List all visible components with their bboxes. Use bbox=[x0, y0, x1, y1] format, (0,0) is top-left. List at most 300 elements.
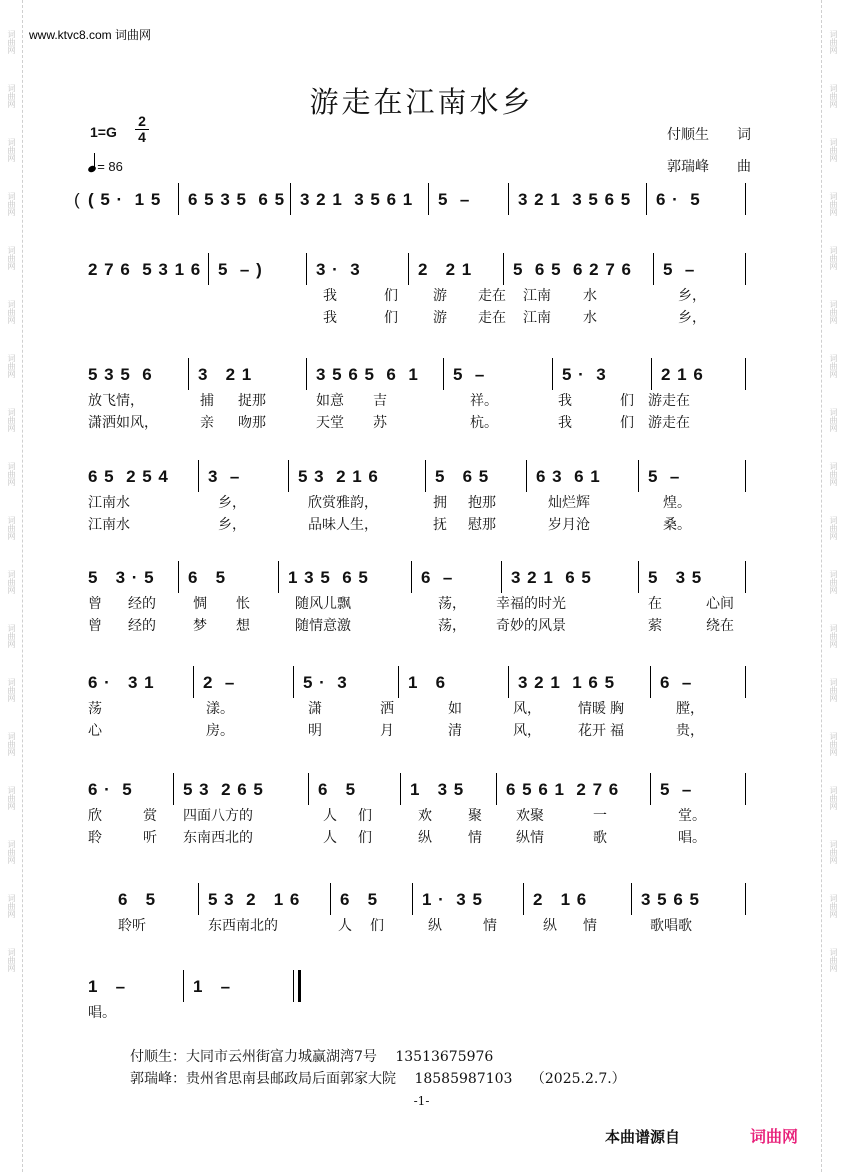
lyric-word: 幸福的时光 bbox=[496, 596, 566, 612]
lyric-word: 们 bbox=[358, 808, 372, 824]
barline bbox=[745, 773, 746, 805]
lyric-word: 们 bbox=[370, 918, 384, 934]
measure: 2 2 1 bbox=[418, 260, 473, 279]
measure: ( 5 · 1 5 bbox=[88, 190, 162, 209]
lyric-word: 走在 bbox=[478, 310, 506, 326]
measure: 5 – bbox=[663, 260, 696, 279]
watermark-text: 词曲网 bbox=[829, 408, 838, 432]
watermark-strip-left bbox=[0, 0, 23, 1172]
notes-row bbox=[88, 563, 755, 593]
barline bbox=[306, 358, 307, 390]
lyric-word: 捕 bbox=[200, 393, 214, 409]
notes-row bbox=[88, 885, 755, 915]
measure: 3 2 1 1 6 5 bbox=[518, 673, 616, 692]
lyric-word: 情暖 bbox=[578, 701, 606, 717]
lyric-word: 走在 bbox=[478, 288, 506, 304]
watermark-text: 词曲网 bbox=[829, 570, 838, 594]
barline bbox=[508, 183, 509, 215]
lyric-word: 拥 bbox=[433, 495, 447, 511]
lyric-word: 潇 bbox=[308, 701, 322, 717]
measure: 3 – bbox=[208, 467, 241, 486]
page-number: -1- bbox=[413, 1094, 430, 1108]
lyric-word: 纵 bbox=[418, 830, 432, 846]
measure: 1 3 5 6 5 bbox=[288, 568, 369, 587]
lyric-word: 房。 bbox=[206, 723, 234, 739]
measure: 2 1 6 bbox=[533, 890, 588, 909]
lyric-word: 捉那 bbox=[238, 393, 266, 409]
lyric-word: 吉 bbox=[373, 393, 387, 409]
lyric-word: 随情意激 bbox=[295, 618, 351, 634]
score-system bbox=[88, 775, 755, 849]
barline bbox=[745, 183, 746, 215]
lyric-word: 欢 bbox=[418, 808, 432, 824]
time-signature-top: 2 bbox=[138, 113, 146, 129]
lyric-line-2 bbox=[88, 514, 755, 536]
quarter-note-icon bbox=[87, 165, 97, 174]
lyric-word: 桑。 bbox=[663, 517, 691, 533]
score-system bbox=[88, 885, 755, 937]
lyric-word: 风， bbox=[513, 701, 541, 717]
watermark-text: 词曲网 bbox=[7, 570, 16, 594]
measure: 3 · 3 bbox=[316, 260, 361, 279]
lyric-word: 一 bbox=[593, 808, 607, 824]
lyric-word: 萦 bbox=[648, 618, 662, 634]
watermark-text: 词曲网 bbox=[829, 786, 838, 810]
lyric-word: 人 bbox=[338, 918, 352, 934]
lyric-line-1 bbox=[88, 285, 755, 307]
measure: 6 5 6 1 2 7 6 bbox=[506, 780, 620, 799]
measure: 5 3 2 1 6 bbox=[208, 890, 301, 909]
notes-row bbox=[88, 972, 755, 1002]
tempo-value: = 86 bbox=[97, 159, 123, 174]
barline bbox=[398, 666, 399, 698]
lyric-word: 唱。 bbox=[678, 830, 706, 846]
barline bbox=[745, 358, 746, 390]
lyric-word: 唱。 bbox=[88, 1005, 116, 1021]
measure: 5 6 5 6 2 7 6 bbox=[513, 260, 632, 279]
watermark-text: 词曲网 bbox=[829, 840, 838, 864]
barline bbox=[308, 773, 309, 805]
score-system bbox=[88, 668, 755, 742]
notes-row bbox=[88, 462, 755, 492]
measure: 5 – ) bbox=[218, 260, 263, 279]
barline bbox=[208, 253, 209, 285]
lyric-word: 曾 bbox=[88, 618, 102, 634]
barline bbox=[278, 561, 279, 593]
measure: 2 1 6 bbox=[661, 365, 704, 384]
watermark-text: 词曲网 bbox=[829, 300, 838, 324]
measure: 6 5 3 5 6 5 bbox=[188, 190, 286, 209]
watermark-text: 词曲网 bbox=[829, 678, 838, 702]
lyric-word: 纵情 bbox=[516, 830, 544, 846]
measure: 6 3 6 1 bbox=[536, 467, 601, 486]
measure: 5 – bbox=[438, 190, 471, 209]
lyric-word: 经的 bbox=[128, 596, 156, 612]
watermark-text: 词曲网 bbox=[7, 732, 16, 756]
measure: 6 · 5 bbox=[656, 190, 701, 209]
barline bbox=[188, 358, 189, 390]
lyric-line-2 bbox=[88, 720, 755, 742]
lyric-word: 抱那 bbox=[468, 495, 496, 511]
lyric-word: 奇妙的风景 bbox=[496, 618, 566, 634]
lyric-word: 岁月沧 bbox=[548, 517, 590, 533]
lyric-word: 乡， bbox=[678, 310, 706, 326]
watermark-text: 词曲网 bbox=[829, 894, 838, 918]
lyric-word: 欣赏雅韵， bbox=[308, 495, 378, 511]
watermark-text: 词曲网 bbox=[829, 138, 838, 162]
lyric-word: 贵， bbox=[676, 723, 704, 739]
lyric-word: 情 bbox=[583, 918, 597, 934]
barline bbox=[745, 561, 746, 593]
barline bbox=[745, 253, 746, 285]
lyric-word: 聆听 bbox=[118, 918, 146, 934]
barline bbox=[638, 561, 639, 593]
barline bbox=[178, 183, 179, 215]
watermark-text: 词曲网 bbox=[7, 30, 16, 54]
measure: 5 – bbox=[453, 365, 486, 384]
lyric-word: 风， bbox=[513, 723, 541, 739]
barline bbox=[425, 460, 426, 492]
barline bbox=[173, 773, 174, 805]
measure: 6 · 5 bbox=[88, 780, 133, 799]
lyric-word: 人 bbox=[323, 808, 337, 824]
source-brand-link[interactable]: 词曲网 bbox=[750, 1129, 799, 1146]
watermark-text: 词曲网 bbox=[7, 300, 16, 324]
lyric-word: 在 bbox=[648, 596, 662, 612]
lyric-word: 情 bbox=[483, 918, 497, 934]
lyric-word: 水 bbox=[583, 288, 597, 304]
watermark-text: 词曲网 bbox=[7, 678, 16, 702]
time-signature bbox=[135, 114, 149, 145]
lyric-word: 惆 bbox=[193, 596, 207, 612]
watermark-text: 词曲网 bbox=[7, 840, 16, 864]
site-link[interactable]: www.ktvc8.com 词曲网 bbox=[29, 28, 152, 42]
measure: 3 2 1 bbox=[198, 365, 253, 384]
lyric-word: 们 bbox=[620, 415, 634, 431]
lyricist-credit: 付顺生 词 bbox=[667, 127, 751, 143]
barline bbox=[178, 561, 179, 593]
lyric-word: 纵 bbox=[543, 918, 557, 934]
tempo-marking bbox=[88, 157, 123, 174]
watermark-text: 词曲网 bbox=[829, 84, 838, 108]
lyric-word: 歌 bbox=[593, 830, 607, 846]
measure: 5 · 3 bbox=[303, 673, 348, 692]
score-system bbox=[88, 462, 755, 536]
barline bbox=[501, 561, 502, 593]
lyric-word: 我 bbox=[323, 310, 337, 326]
lyric-word: 祥。 bbox=[470, 393, 498, 409]
barline bbox=[631, 883, 632, 915]
lyric-word: 想 bbox=[236, 618, 250, 634]
watermark-text: 词曲网 bbox=[7, 624, 16, 648]
lyric-word: 情 bbox=[468, 830, 482, 846]
watermark-text: 词曲网 bbox=[829, 732, 838, 756]
barline bbox=[526, 460, 527, 492]
footer-contact-composer: 郭瑞峰：贵州省思南县邮政局后面郭家大院 18585987103 （2025.2.7.） bbox=[130, 1071, 626, 1087]
watermark-text: 词曲网 bbox=[829, 246, 838, 270]
footer-contact-lyricist: 付顺生：大同市云州街富力城赢湖湾7号 13513675976 bbox=[130, 1049, 494, 1065]
watermark-text: 词曲网 bbox=[7, 462, 16, 486]
lyric-word: 胸 bbox=[610, 701, 624, 717]
measure: 3 5 6 5 bbox=[641, 890, 700, 909]
watermark-text: 词曲网 bbox=[7, 894, 16, 918]
lyric-word: 杭。 bbox=[470, 415, 498, 431]
lyric-word: 乡， bbox=[218, 517, 246, 533]
measure: 5 – bbox=[648, 467, 681, 486]
score-system bbox=[74, 185, 755, 215]
measure: 5 6 5 bbox=[435, 467, 490, 486]
quarter-note-stem bbox=[94, 153, 95, 167]
measure: 3 2 1 3 5 6 1 bbox=[300, 190, 414, 209]
measure: 6 5 bbox=[318, 780, 357, 799]
lyric-word: 乡， bbox=[218, 495, 246, 511]
lyric-word: 花开 bbox=[578, 723, 606, 739]
measure: 1 6 bbox=[408, 673, 447, 692]
lyric-line-1 bbox=[88, 390, 755, 412]
watermark-text: 词曲网 bbox=[7, 408, 16, 432]
watermark-text: 词曲网 bbox=[7, 138, 16, 162]
watermark-text: 词曲网 bbox=[7, 786, 16, 810]
lyric-line-2 bbox=[88, 307, 755, 329]
measure: 6 5 bbox=[118, 890, 157, 909]
watermark-text: 词曲网 bbox=[7, 192, 16, 216]
key-signature: 1=G bbox=[90, 124, 117, 140]
lyric-word: 们 bbox=[384, 310, 398, 326]
lyric-word: 聚 bbox=[468, 808, 482, 824]
lyric-word: 月 bbox=[380, 723, 394, 739]
measure: 3 5 6 5 6 1 bbox=[316, 365, 419, 384]
lyric-word: 慰那 bbox=[468, 517, 496, 533]
measure: 2 7 6 5 3 1 6 bbox=[88, 260, 202, 279]
measure: 5 3 5 bbox=[648, 568, 703, 587]
lyric-word: 江南水 bbox=[88, 517, 130, 533]
watermark-text: 词曲网 bbox=[7, 516, 16, 540]
barline bbox=[651, 358, 652, 390]
barline bbox=[496, 773, 497, 805]
lyric-line-1 bbox=[88, 492, 755, 514]
lyric-word: 江南 bbox=[523, 288, 551, 304]
lyric-word: 吻那 bbox=[238, 415, 266, 431]
watermark-text: 词曲网 bbox=[7, 246, 16, 270]
lyric-word: 漾。 bbox=[206, 701, 234, 717]
lyric-line-1 bbox=[88, 1002, 755, 1024]
lyric-word: 清 bbox=[448, 723, 462, 739]
measure: 5 3 2 1 6 bbox=[298, 467, 379, 486]
watermark-text: 词曲网 bbox=[829, 30, 838, 54]
lyric-line-1 bbox=[88, 915, 755, 937]
barline bbox=[198, 883, 199, 915]
final-barline bbox=[293, 970, 301, 1002]
measure: 5 3 · 5 bbox=[88, 568, 155, 587]
measure: 6 · 3 1 bbox=[88, 673, 155, 692]
lyric-word: 游 bbox=[433, 310, 447, 326]
barline bbox=[650, 666, 651, 698]
lyric-word: 赏 bbox=[143, 808, 157, 824]
lyric-word: 经的 bbox=[128, 618, 156, 634]
measure: 5 3 5 6 bbox=[88, 365, 153, 384]
measure: 3 2 1 3 5 6 5 bbox=[518, 190, 632, 209]
lyric-word: 水 bbox=[583, 310, 597, 326]
barline bbox=[503, 253, 504, 285]
score-system bbox=[88, 255, 755, 329]
song-title: 游走在江南水乡 bbox=[309, 85, 534, 119]
watermark-text: 词曲网 bbox=[829, 948, 838, 972]
measure: 6 – bbox=[660, 673, 693, 692]
notes-row bbox=[88, 668, 755, 698]
barline bbox=[508, 666, 509, 698]
lyric-word: 心间 bbox=[706, 596, 734, 612]
barline bbox=[193, 666, 194, 698]
lyric-word: 亲 bbox=[200, 415, 214, 431]
measure: 5 – bbox=[660, 780, 693, 799]
barline bbox=[443, 358, 444, 390]
lyric-word: 我 bbox=[323, 288, 337, 304]
lyric-word: 如 bbox=[448, 701, 462, 717]
lyric-line-1 bbox=[88, 805, 755, 827]
lyric-word: 欣 bbox=[88, 808, 102, 824]
lyric-word: 荡， bbox=[438, 596, 466, 612]
time-signature-bottom: 4 bbox=[135, 129, 149, 145]
lyric-word: 煌。 bbox=[663, 495, 691, 511]
lyric-line-2 bbox=[88, 412, 755, 434]
lyric-word: 四面八方的 bbox=[183, 808, 253, 824]
lyric-word: 歌唱歌 bbox=[650, 918, 692, 934]
measure: 2 – bbox=[203, 673, 236, 692]
watermark-text: 词曲网 bbox=[829, 354, 838, 378]
measure: 6 5 2 5 4 bbox=[88, 467, 169, 486]
barline bbox=[400, 773, 401, 805]
watermark-text: 词曲网 bbox=[7, 354, 16, 378]
lyric-word: 人 bbox=[323, 830, 337, 846]
barline bbox=[638, 460, 639, 492]
lyric-word: 绕在 bbox=[706, 618, 734, 634]
barline bbox=[552, 358, 553, 390]
barline bbox=[428, 183, 429, 215]
score-system bbox=[88, 563, 755, 637]
measure: 5 3 2 6 5 bbox=[183, 780, 264, 799]
lyric-word: 怅 bbox=[236, 596, 250, 612]
lyric-word: 江南水 bbox=[88, 495, 130, 511]
lyric-word: 曾 bbox=[88, 596, 102, 612]
lyric-line-2 bbox=[88, 615, 755, 637]
notes-row bbox=[88, 775, 755, 805]
notes-row bbox=[88, 360, 755, 390]
lyric-word: 明 bbox=[308, 723, 322, 739]
barline bbox=[330, 883, 331, 915]
lyric-word: 随风儿飘 bbox=[295, 596, 351, 612]
composer-credit: 郭瑞峰 曲 bbox=[667, 159, 751, 175]
lyric-word: 梦 bbox=[193, 618, 207, 634]
lyric-word: 放飞情， bbox=[88, 393, 144, 409]
lyric-word: 们 bbox=[620, 393, 634, 409]
lyric-word: 堂。 bbox=[678, 808, 706, 824]
lyric-word: 洒 bbox=[380, 701, 394, 717]
lyric-word: 们 bbox=[384, 288, 398, 304]
score-system bbox=[88, 972, 755, 1024]
lyric-word: 苏 bbox=[373, 415, 387, 431]
notes-row bbox=[74, 185, 755, 215]
watermark-text: 词曲网 bbox=[829, 192, 838, 216]
watermark-text: 词曲网 bbox=[829, 624, 838, 648]
lyric-word: 天堂 bbox=[316, 415, 344, 431]
barline bbox=[288, 460, 289, 492]
barline bbox=[411, 561, 412, 593]
lyric-word: 听 bbox=[143, 830, 157, 846]
measure: 6 5 bbox=[340, 890, 379, 909]
lyric-word: 游走在 bbox=[648, 393, 690, 409]
notes-row bbox=[88, 255, 755, 285]
barline bbox=[198, 460, 199, 492]
barline bbox=[653, 253, 654, 285]
measure: 6 5 bbox=[188, 568, 227, 587]
barline bbox=[183, 970, 184, 1002]
lyric-word: 福 bbox=[610, 723, 624, 739]
barline bbox=[523, 883, 524, 915]
barline bbox=[290, 183, 291, 215]
watermark-text: 词曲网 bbox=[7, 948, 16, 972]
barline bbox=[412, 883, 413, 915]
lyric-word: 江南 bbox=[523, 310, 551, 326]
source-label: 本曲谱源自 bbox=[605, 1129, 681, 1146]
lyric-word: 游 bbox=[433, 288, 447, 304]
measure: 1 – bbox=[88, 977, 127, 996]
lyric-word: 聆 bbox=[88, 830, 102, 846]
lyric-line-2 bbox=[88, 827, 755, 849]
lyric-word: 乡， bbox=[678, 288, 706, 304]
barline bbox=[650, 773, 651, 805]
lyric-word: 荡， bbox=[438, 618, 466, 634]
barline bbox=[745, 666, 746, 698]
barline bbox=[745, 883, 746, 915]
lyric-word: 们 bbox=[358, 830, 372, 846]
lyric-word: 潇洒如风， bbox=[88, 415, 158, 431]
measure: 1 3 5 bbox=[410, 780, 465, 799]
watermark-text: 词曲网 bbox=[829, 462, 838, 486]
measure: 6 – bbox=[421, 568, 454, 587]
lyric-word: 如意 bbox=[316, 393, 344, 409]
lyric-word: 纵 bbox=[428, 918, 442, 934]
watermark-strip-right bbox=[821, 0, 843, 1172]
lyric-word: 我 bbox=[558, 415, 572, 431]
lyric-word: 东西南北的 bbox=[208, 918, 278, 934]
lyric-line-1 bbox=[88, 698, 755, 720]
lyric-word: 游走在 bbox=[648, 415, 690, 431]
score-system bbox=[88, 360, 755, 434]
lyric-word: 灿烂辉 bbox=[548, 495, 590, 511]
barline bbox=[293, 666, 294, 698]
lyric-word: 荡 bbox=[88, 701, 102, 717]
barline bbox=[745, 460, 746, 492]
measure: 1 – bbox=[193, 977, 232, 996]
intro-bracket: ( bbox=[74, 190, 81, 209]
measure: 1 · 3 5 bbox=[422, 890, 483, 909]
lyric-line-1 bbox=[88, 593, 755, 615]
watermark-text: 词曲网 bbox=[7, 84, 16, 108]
lyric-word: 东南西北的 bbox=[183, 830, 253, 846]
barline bbox=[408, 253, 409, 285]
lyric-word: 心 bbox=[88, 723, 102, 739]
lyric-word: 膛， bbox=[676, 701, 704, 717]
lyric-word: 欢聚 bbox=[516, 808, 544, 824]
lyric-word: 抚 bbox=[433, 517, 447, 533]
lyric-word: 品味人生， bbox=[308, 517, 378, 533]
barline bbox=[306, 253, 307, 285]
lyric-word: 我 bbox=[558, 393, 572, 409]
measure: 3 2 1 6 5 bbox=[511, 568, 592, 587]
watermark-text: 词曲网 bbox=[829, 516, 838, 540]
barline bbox=[646, 183, 647, 215]
measure: 5 · 3 bbox=[562, 365, 607, 384]
